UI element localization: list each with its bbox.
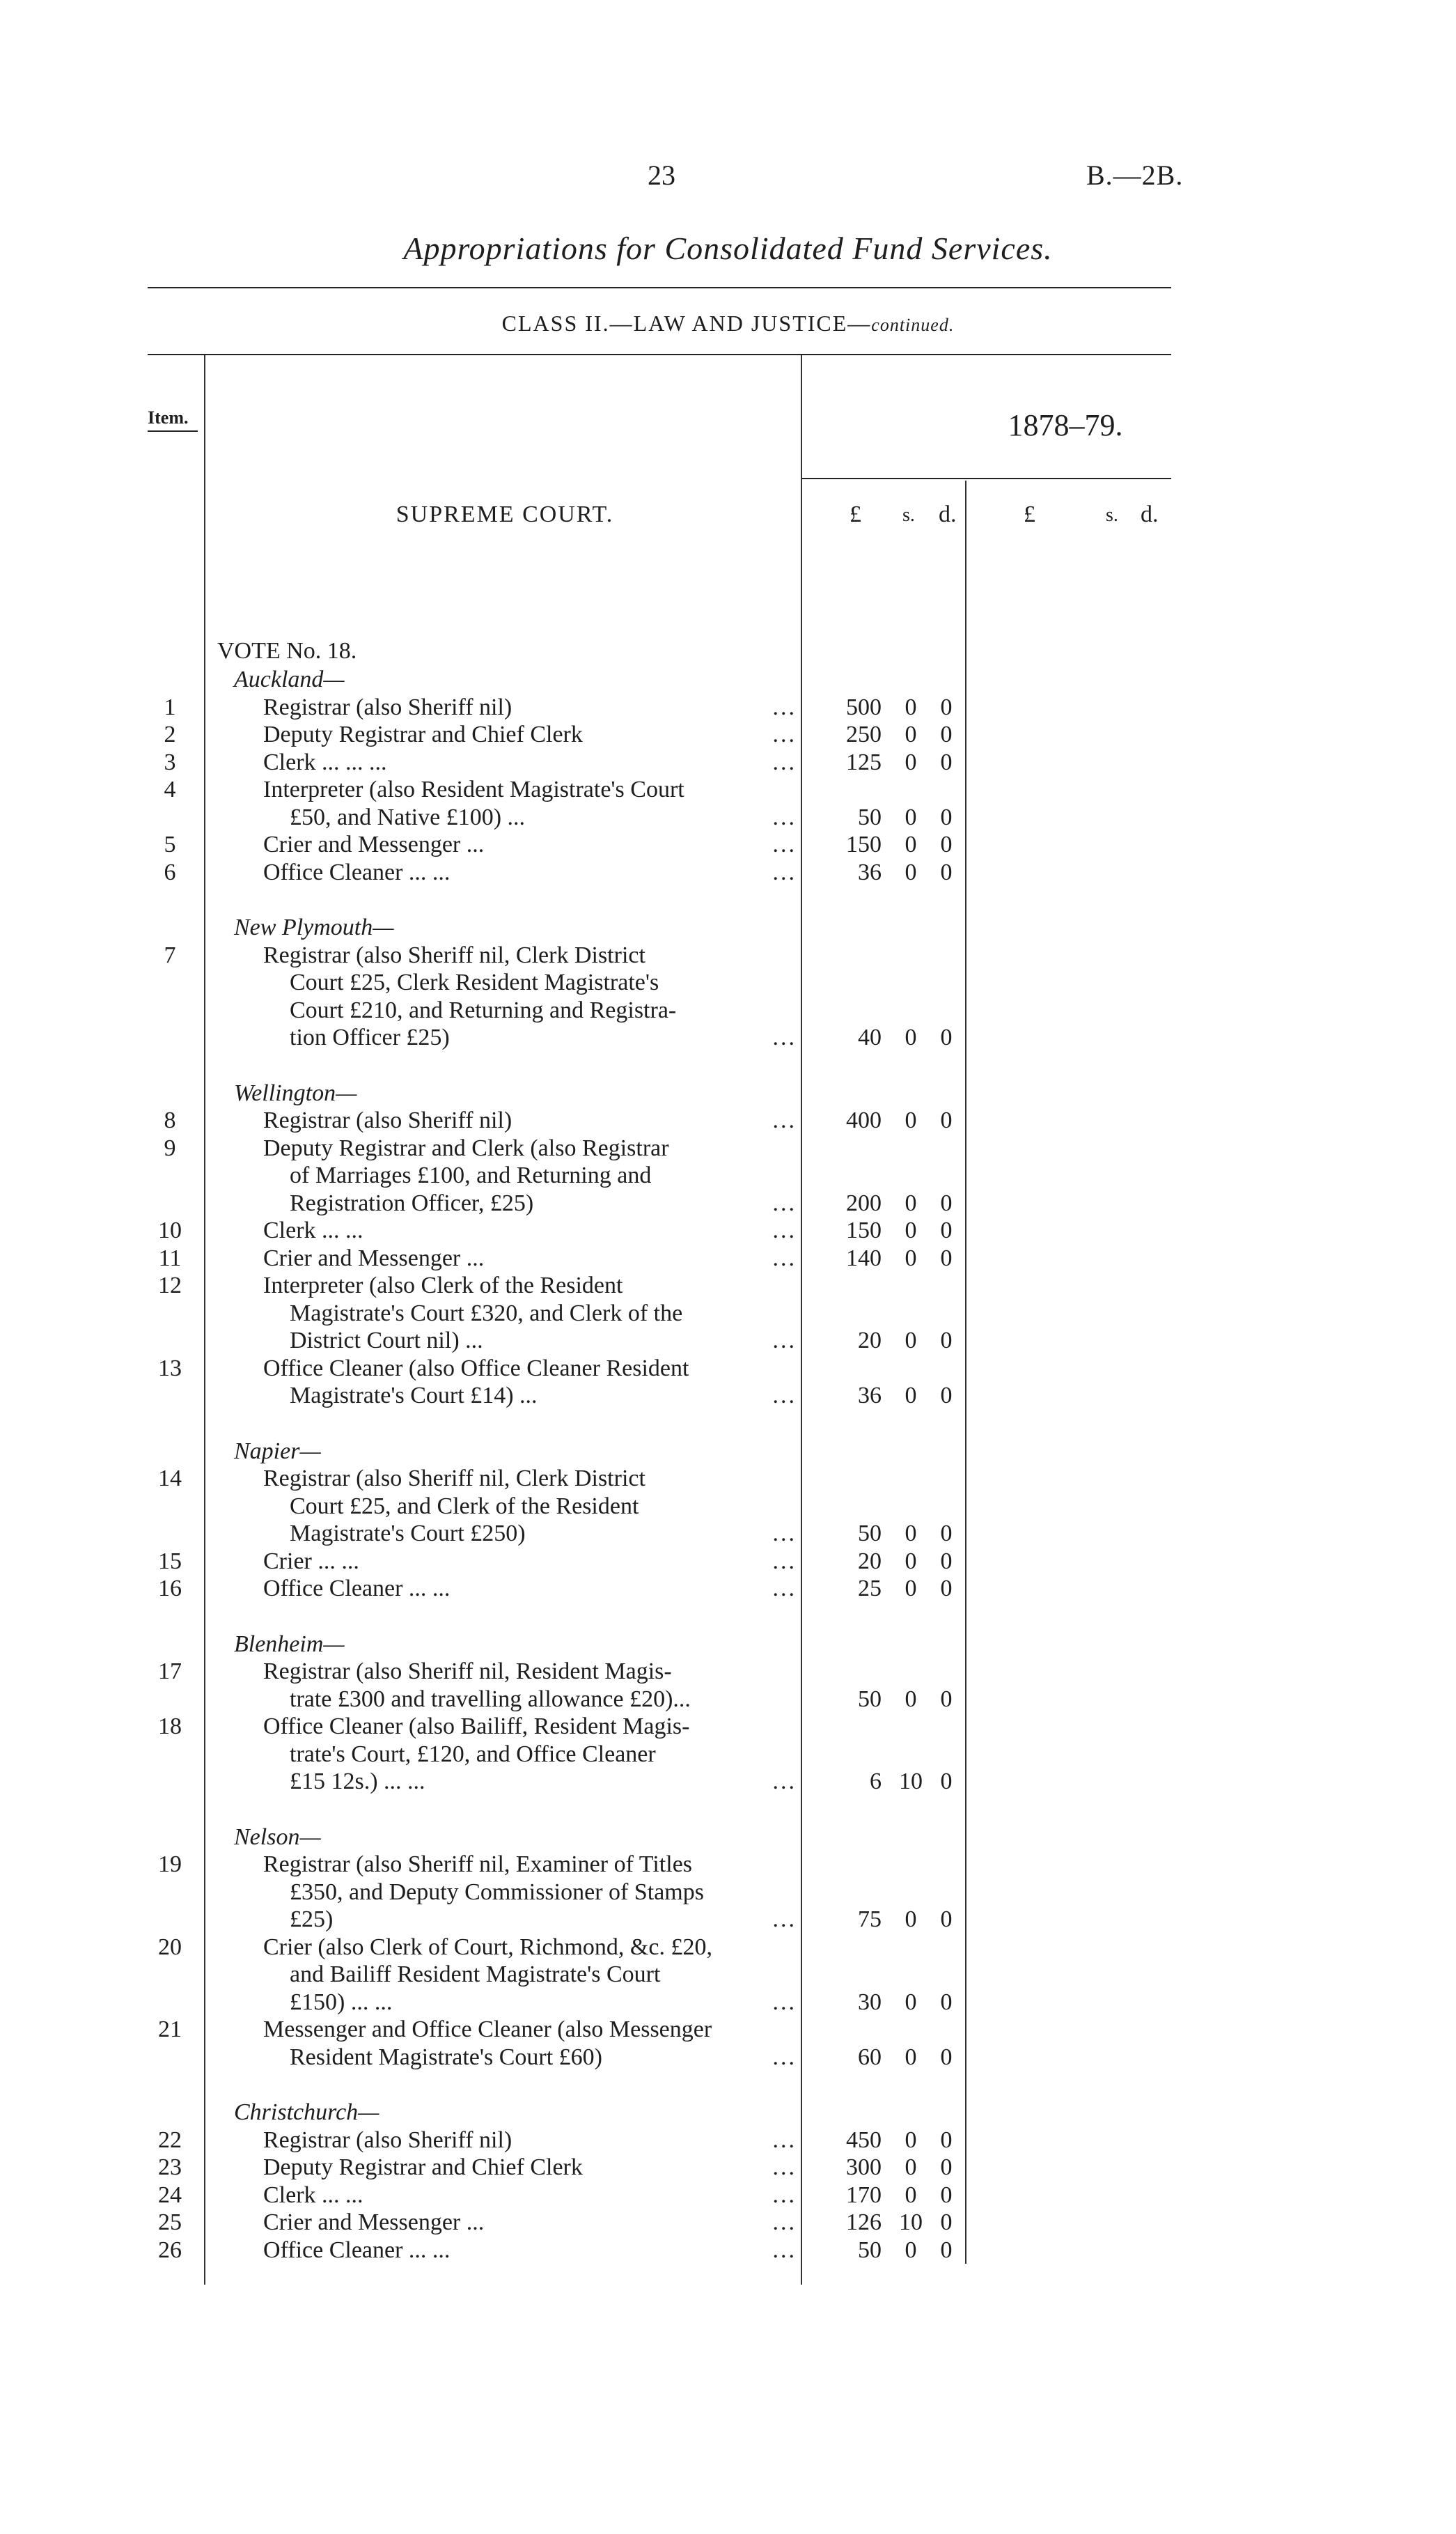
leader-dots: ... xyxy=(772,1576,797,1601)
item-description: Deputy Registrar and Chief Clerk xyxy=(263,722,583,747)
item-description: Interpreter (also Resident Magistrate's Court xyxy=(263,777,684,802)
table-row xyxy=(0,969,1456,997)
amount-pounds: 40 xyxy=(858,1025,882,1050)
amount-pounds: 75 xyxy=(858,1906,882,1932)
table-row xyxy=(0,1245,1456,1273)
district-name: Blenheim— xyxy=(234,1631,345,1657)
district-name: Christchurch— xyxy=(234,2099,379,2125)
table-row xyxy=(0,1961,1456,1989)
item-description: Clerk ... ... xyxy=(263,2182,363,2208)
table-row xyxy=(0,1879,1456,1906)
section-title-suffix: continued. xyxy=(871,315,955,335)
amount-shillings: 0 xyxy=(905,2237,917,2263)
amount-shillings: 0 xyxy=(905,2044,917,2070)
amount-pounds: 25 xyxy=(858,1576,882,1601)
vote-number: VOTE No. 18. xyxy=(217,638,357,664)
table-row xyxy=(0,2182,1456,2209)
amount-pounds: 50 xyxy=(858,804,882,830)
amount-pence: 0 xyxy=(940,2044,953,2070)
table-row xyxy=(0,1575,1456,1603)
amount-pounds: 36 xyxy=(858,1383,882,1408)
amount-pounds: 60 xyxy=(858,2044,882,2070)
table-row xyxy=(0,2044,1456,2071)
item-description: Registrar (also Sheriff nil) xyxy=(263,694,512,720)
amount-pounds: 250 xyxy=(846,722,882,747)
pence-header-2: d. xyxy=(1141,502,1159,527)
table-row xyxy=(0,1934,1456,1961)
amount-pounds: 20 xyxy=(858,1328,882,1353)
item-description: £25) xyxy=(290,1906,334,1932)
item-description: Registration Officer, £25) xyxy=(290,1190,534,1216)
item-description: Court £210, and Returning and Registra- xyxy=(290,997,677,1023)
table-row xyxy=(0,1768,1456,1796)
district-heading xyxy=(0,1080,1456,1107)
amount-pence: 0 xyxy=(940,2127,953,2153)
table-row xyxy=(0,1107,1456,1135)
item-number: 2 xyxy=(164,722,176,747)
pence-header-1: d. xyxy=(939,502,957,527)
table-row xyxy=(0,1327,1456,1355)
item-description: Interpreter (also Clerk of the Resident xyxy=(263,1273,623,1298)
title-rule xyxy=(148,287,1171,288)
section-title-text: CLASS II.—LAW AND JUSTICE— xyxy=(501,311,872,336)
item-number: 10 xyxy=(158,1218,182,1243)
table-row xyxy=(0,2016,1456,2044)
item-number: 16 xyxy=(158,1576,182,1601)
item-description: Deputy Registrar and Clerk (also Registrar xyxy=(263,1135,669,1161)
amount-pence: 0 xyxy=(940,832,953,857)
year-header: 1878–79. xyxy=(1008,408,1123,442)
leader-dots: ... xyxy=(772,860,797,885)
amount-pence: 0 xyxy=(940,1521,953,1546)
item-description: Crier (also Clerk of Court, Richmond, &c. £20, xyxy=(263,1934,712,1960)
item-number: 20 xyxy=(158,1934,182,1960)
table-row xyxy=(0,1713,1456,1741)
item-description: Court £25, Clerk Resident Magistrate's xyxy=(290,970,659,995)
item-description: Magistrate's Court £320, and Clerk of the xyxy=(290,1300,683,1326)
item-description: Registrar (also Sheriff nil) xyxy=(263,1107,512,1133)
district-heading xyxy=(0,2099,1456,2127)
table-row xyxy=(0,1741,1456,1769)
item-number: 21 xyxy=(158,2016,182,2042)
amount-shillings: 0 xyxy=(905,1218,917,1243)
district-heading xyxy=(0,914,1456,942)
amount-shillings: 0 xyxy=(905,1245,917,1271)
amount-shillings: 0 xyxy=(905,1107,917,1133)
amount-pence: 0 xyxy=(940,1328,953,1353)
amount-shillings: 0 xyxy=(905,1328,917,1353)
amount-pence: 0 xyxy=(940,1190,953,1216)
leader-dots: ... xyxy=(772,1245,797,1271)
amount-pounds: 50 xyxy=(858,1686,882,1712)
leader-dots: ... xyxy=(772,722,797,747)
pounds-header-2: £ xyxy=(1024,502,1035,527)
table-row xyxy=(0,1686,1456,1713)
table-row xyxy=(0,1217,1456,1245)
leader-dots: ... xyxy=(772,1521,797,1546)
amount-pence: 0 xyxy=(940,1548,953,1574)
district-heading xyxy=(0,1631,1456,1658)
item-description: tion Officer £25) xyxy=(290,1025,450,1050)
amount-shillings: 0 xyxy=(905,2182,917,2208)
table-row xyxy=(0,1658,1456,1686)
amount-pounds: 50 xyxy=(858,2237,882,2263)
item-number: 22 xyxy=(158,2127,182,2153)
district-name: Napier— xyxy=(234,1438,321,1464)
item-number: 6 xyxy=(164,860,176,885)
item-description: Deputy Registrar and Chief Clerk xyxy=(263,2154,583,2180)
amount-pence: 0 xyxy=(940,2237,953,2263)
table-row xyxy=(0,1548,1456,1576)
amount-shillings: 0 xyxy=(905,2127,917,2153)
item-description: and Bailiff Resident Magistrate's Court xyxy=(290,1961,661,1987)
table-row xyxy=(0,997,1456,1025)
leader-dots: ... xyxy=(772,1190,797,1216)
amount-pence: 0 xyxy=(940,2209,953,2235)
table-row xyxy=(0,1382,1456,1410)
item-description: Crier and Messenger ... xyxy=(263,2209,485,2235)
leader-dots: ... xyxy=(772,2237,797,2263)
leader-dots: ... xyxy=(772,2044,797,2070)
amount-shillings: 0 xyxy=(905,832,917,857)
amount-pounds: 20 xyxy=(858,1548,882,1574)
district-heading xyxy=(0,666,1456,694)
amount-pence: 0 xyxy=(940,1769,953,1794)
amount-pounds: 450 xyxy=(846,2127,882,2153)
amount-pounds: 400 xyxy=(846,1107,882,1133)
item-number: 14 xyxy=(158,1466,182,1491)
page-number: 23 xyxy=(648,160,675,191)
amount-pence: 0 xyxy=(940,860,953,885)
table-row xyxy=(0,2154,1456,2182)
district-heading xyxy=(0,1824,1456,1851)
item-description: Court £25, and Clerk of the Resident xyxy=(290,1493,639,1519)
district-name: New Plymouth— xyxy=(234,915,394,940)
item-description: Office Cleaner ... ... xyxy=(263,1576,451,1601)
amount-shillings: 0 xyxy=(905,694,917,720)
leader-dots: ... xyxy=(772,1107,797,1133)
table-row xyxy=(0,749,1456,777)
amount-pounds: 50 xyxy=(858,1521,882,1546)
amount-shillings: 0 xyxy=(905,1383,917,1408)
item-number: 11 xyxy=(158,1245,182,1271)
amount-pence: 0 xyxy=(940,804,953,830)
amount-shillings: 10 xyxy=(899,1769,923,1794)
item-description: Magistrate's Court £14) ... xyxy=(290,1383,538,1408)
item-description: Clerk ... ... xyxy=(263,1218,363,1243)
item-number: 4 xyxy=(164,777,176,802)
table-row xyxy=(0,1355,1456,1383)
leader-dots: ... xyxy=(772,694,797,720)
item-description: Registrar (also Sheriff nil, Clerk District xyxy=(263,942,645,968)
amount-pence: 0 xyxy=(940,1686,953,1712)
item-description: Registrar (also Sheriff nil, Clerk District xyxy=(263,1466,645,1491)
year-rule xyxy=(802,478,1171,479)
amount-pounds: 500 xyxy=(846,694,882,720)
leader-dots: ... xyxy=(772,832,797,857)
amount-pence: 0 xyxy=(940,722,953,747)
item-number: 1 xyxy=(164,694,176,720)
table-row xyxy=(0,1989,1456,2016)
table-row xyxy=(0,1851,1456,1879)
item-description: Messenger and Office Cleaner (also Messenger xyxy=(263,2016,712,2042)
item-description: Office Cleaner (also Office Cleaner Resident xyxy=(263,1355,689,1381)
amount-pounds: 300 xyxy=(846,2154,882,2180)
subhead-supreme-court: SUPREME COURT. xyxy=(396,502,614,527)
amount-shillings: 10 xyxy=(899,2209,923,2235)
item-description: £150) ... ... xyxy=(290,1989,393,2015)
page-title: Appropriations for Consolidated Fund Services. xyxy=(403,231,1053,266)
district-heading xyxy=(0,1438,1456,1466)
table-row xyxy=(0,1135,1456,1163)
amount-shillings: 0 xyxy=(905,2154,917,2180)
item-description: Office Cleaner ... ... xyxy=(263,2237,451,2263)
amount-shillings: 0 xyxy=(905,722,917,747)
leader-dots: ... xyxy=(772,1906,797,1932)
amount-pounds: 200 xyxy=(846,1190,882,1216)
amount-shillings: 0 xyxy=(905,860,917,885)
item-header-rule xyxy=(148,430,198,432)
item-description: Registrar (also Sheriff nil, Resident Magis- xyxy=(263,1658,672,1684)
table-row xyxy=(0,2237,1456,2264)
amount-pounds: 126 xyxy=(846,2209,882,2235)
district-name: Wellington— xyxy=(234,1080,357,1106)
item-description: Clerk ... ... ... xyxy=(263,749,387,775)
item-description: Office Cleaner ... ... xyxy=(263,860,451,885)
amount-shillings: 0 xyxy=(905,1190,917,1216)
item-number: 17 xyxy=(158,1658,182,1684)
item-description: District Court nil) ... xyxy=(290,1328,483,1353)
item-description: Office Cleaner (also Bailiff, Resident Magis- xyxy=(263,1713,690,1739)
item-number: 8 xyxy=(164,1107,176,1133)
item-description: £50, and Native £100) ... xyxy=(290,804,526,830)
amount-pounds: 150 xyxy=(846,1218,882,1243)
amount-shillings: 0 xyxy=(905,1989,917,2015)
amount-pounds: 36 xyxy=(858,860,882,885)
item-description: Registrar (also Sheriff nil) xyxy=(263,2127,512,2153)
amount-pence: 0 xyxy=(940,1025,953,1050)
table-row xyxy=(0,694,1456,722)
header-rule xyxy=(148,354,1171,355)
table-row xyxy=(0,721,1456,749)
amount-pence: 0 xyxy=(940,1107,953,1133)
item-description: Resident Magistrate's Court £60) xyxy=(290,2044,603,2070)
amount-pence: 0 xyxy=(940,1576,953,1601)
item-description: Crier and Messenger ... xyxy=(263,832,485,857)
amount-pounds: 150 xyxy=(846,832,882,857)
item-description: of Marriages £100, and Returning and xyxy=(290,1163,652,1188)
item-description: Registrar (also Sheriff nil, Examiner of Titles xyxy=(263,1851,693,1877)
amount-pence: 0 xyxy=(940,1906,953,1932)
amount-pence: 0 xyxy=(940,1383,953,1408)
leader-dots: ... xyxy=(772,2127,797,2153)
document-code: B.—2B. xyxy=(1086,160,1184,191)
item-number: 7 xyxy=(164,942,176,968)
leader-dots: ... xyxy=(772,2154,797,2180)
item-number: 24 xyxy=(158,2182,182,2208)
section-title xyxy=(0,311,1456,336)
table-row xyxy=(0,1162,1456,1190)
amount-pounds: 125 xyxy=(846,749,882,775)
table-row xyxy=(0,1493,1456,1521)
table-row xyxy=(0,942,1456,970)
table-row xyxy=(0,1465,1456,1493)
leader-dots: ... xyxy=(772,1383,797,1408)
table-row xyxy=(0,2127,1456,2154)
item-description: trate's Court, £120, and Office Cleaner xyxy=(290,1741,656,1767)
table-row xyxy=(0,831,1456,859)
amount-shillings: 0 xyxy=(905,749,917,775)
leader-dots: ... xyxy=(772,1548,797,1574)
leader-dots: ... xyxy=(772,1218,797,1243)
amount-pence: 0 xyxy=(940,694,953,720)
district-name: Auckland— xyxy=(234,667,345,692)
item-description: £350, and Deputy Commissioner of Stamps xyxy=(290,1879,704,1905)
item-number: 9 xyxy=(164,1135,176,1161)
amount-pence: 0 xyxy=(940,749,953,775)
district-name: Nelson— xyxy=(234,1824,321,1850)
table-row xyxy=(0,804,1456,832)
item-number: 12 xyxy=(158,1273,182,1298)
item-description: Crier and Messenger ... xyxy=(263,1245,485,1271)
amount-pence: 0 xyxy=(940,2154,953,2180)
item-number: 5 xyxy=(164,832,176,857)
amount-shillings: 0 xyxy=(905,1576,917,1601)
amount-shillings: 0 xyxy=(905,1686,917,1712)
amount-pence: 0 xyxy=(940,1989,953,2015)
table-row xyxy=(0,859,1456,887)
amount-pence: 0 xyxy=(940,2182,953,2208)
table-row xyxy=(0,1300,1456,1328)
item-description: trate £300 and travelling allowance £20)... xyxy=(290,1686,691,1712)
item-number: 18 xyxy=(158,1713,182,1739)
amount-pounds: 170 xyxy=(846,2182,882,2208)
item-number: 15 xyxy=(158,1548,182,1574)
shillings-header-1: s. xyxy=(902,504,915,526)
leader-dots: ... xyxy=(772,1989,797,2015)
amount-shillings: 0 xyxy=(905,1548,917,1574)
shillings-header-2: s. xyxy=(1106,504,1118,526)
table-row xyxy=(0,1520,1456,1548)
amount-pence: 0 xyxy=(940,1245,953,1271)
leader-dots: ... xyxy=(772,749,797,775)
table-row xyxy=(0,1024,1456,1052)
amount-pounds: 30 xyxy=(858,1989,882,2015)
leader-dots: ... xyxy=(772,1328,797,1353)
item-column-header: Item. xyxy=(148,407,189,428)
leader-dots: ... xyxy=(772,2182,797,2208)
pounds-header-1: £ xyxy=(850,502,861,527)
item-description: Crier ... ... xyxy=(263,1548,359,1574)
leader-dots: ... xyxy=(772,1769,797,1794)
leader-dots: ... xyxy=(772,804,797,830)
table-row xyxy=(0,776,1456,804)
item-description: £15 12s.) ... ... xyxy=(290,1769,425,1794)
item-description: Magistrate's Court £250) xyxy=(290,1521,526,1546)
item-number: 19 xyxy=(158,1851,182,1877)
amount-shillings: 0 xyxy=(905,1521,917,1546)
item-number: 26 xyxy=(158,2237,182,2263)
amount-shillings: 0 xyxy=(905,804,917,830)
amount-shillings: 0 xyxy=(905,1025,917,1050)
item-number: 13 xyxy=(158,1355,182,1381)
amount-pounds: 140 xyxy=(846,1245,882,1271)
table-row xyxy=(0,2209,1456,2237)
leader-dots: ... xyxy=(772,1025,797,1050)
item-number: 25 xyxy=(158,2209,182,2235)
amount-pounds: 6 xyxy=(870,1769,882,1794)
item-number: 23 xyxy=(158,2154,182,2180)
amount-pence: 0 xyxy=(940,1218,953,1243)
amount-shillings: 0 xyxy=(905,1906,917,1932)
table-row xyxy=(0,1190,1456,1218)
item-number: 3 xyxy=(164,749,176,775)
leader-dots: ... xyxy=(772,2209,797,2235)
table-row xyxy=(0,1906,1456,1934)
table-row xyxy=(0,1272,1456,1300)
